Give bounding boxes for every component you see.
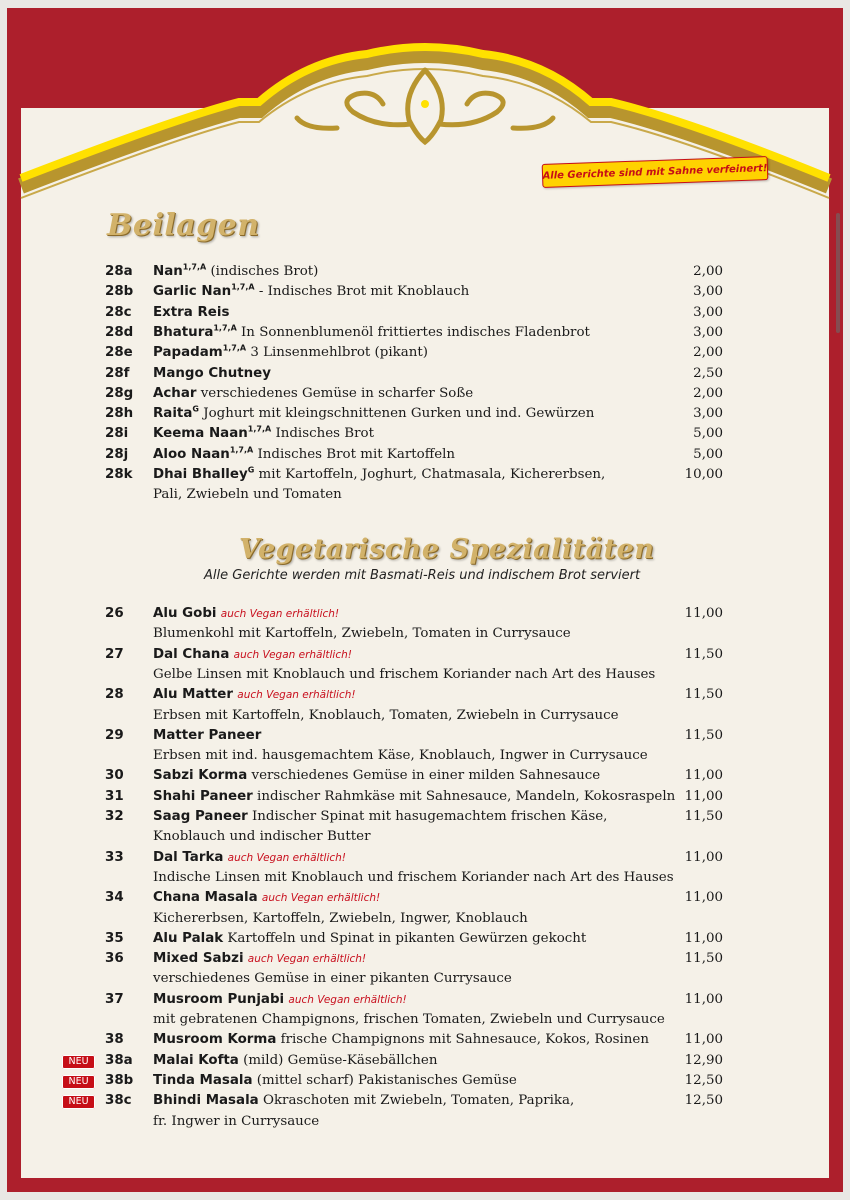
menu-item (7, 345, 843, 365)
item-number: 28b (105, 284, 134, 300)
item-number: 36 (105, 951, 124, 967)
menu-item (7, 426, 843, 446)
allergen-codes: G (192, 404, 199, 414)
menu-item (7, 951, 843, 971)
item-price: 2,50 (693, 365, 723, 381)
item-price: 11,00 (684, 768, 723, 784)
menu-item (7, 687, 843, 707)
menu-item (7, 325, 843, 345)
item-number: 28i (105, 426, 129, 442)
item-text (153, 325, 590, 340)
item-name: Mixed Sabzi (153, 951, 244, 967)
item-price: 2,00 (693, 264, 723, 279)
new-badge: NEU (62, 1075, 95, 1089)
item-name: Dal Tarka (153, 849, 224, 865)
item-number: 28g (105, 385, 134, 401)
item-price: 11,00 (684, 1032, 723, 1048)
item-name: Shahi Paneer (153, 788, 253, 804)
item-text (153, 1073, 517, 1088)
menu-item (7, 647, 843, 667)
item-description-line (7, 748, 843, 768)
vegan-note: auch Vegan erhältlich! (237, 689, 356, 702)
menu-item (7, 850, 843, 870)
item-text (153, 606, 339, 621)
vegan-note: auch Vegan erhältlich! (288, 993, 407, 1006)
item-number: 28c (105, 304, 132, 320)
item-name: Alu Gobi (153, 606, 217, 621)
item-description: Joghurt mit kleingschnittenen Gurken und ind. Gewürzen (198, 406, 595, 422)
item-name: Alu Palak (153, 930, 224, 946)
menu-item (7, 931, 843, 951)
item-number: 28a (105, 264, 133, 279)
item-description-line (7, 1012, 843, 1032)
item-text (153, 687, 356, 702)
menu-item (7, 467, 843, 487)
menu-item (7, 890, 843, 910)
item-price: 10,00 (684, 467, 723, 482)
item-name: Malai Kofta (153, 1052, 239, 1068)
item-name: Nan (153, 264, 183, 279)
item-description-line (7, 667, 843, 687)
item-description-line (7, 870, 843, 890)
item-name: Bhatura (153, 324, 214, 340)
item-price: 11,50 (684, 727, 723, 743)
item-price: 3,00 (693, 304, 723, 320)
menu-item (7, 284, 843, 304)
item-description-2: Pali, Zwiebeln und Tomaten (153, 487, 342, 503)
vegan-note: auch Vegan erhältlich! (220, 608, 340, 620)
item-number: 35 (105, 930, 124, 946)
item-text (153, 1032, 649, 1047)
item-price: 11,00 (684, 991, 723, 1007)
item-number: 29 (105, 727, 124, 743)
item-price: 12,50 (684, 1093, 723, 1109)
item-name: Aloo Naan (153, 446, 230, 462)
item-text (153, 768, 600, 783)
menu-item (7, 386, 843, 406)
menu-item (7, 768, 843, 788)
item-price: 11,00 (684, 788, 723, 804)
item-price: 12,50 (684, 1072, 723, 1088)
item-price: 11,00 (684, 606, 723, 621)
item-price: 3,00 (693, 284, 723, 300)
item-name: Musroom Punjabi (153, 991, 285, 1007)
item-number: 30 (105, 768, 124, 784)
item-text (153, 467, 605, 482)
allergen-codes: 1,7,A (247, 424, 272, 434)
menu-item (7, 366, 843, 386)
item-description: In Sonnenblumenöl frittiertes indisches Fladenbrot (236, 324, 590, 340)
item-description: (mild) Gemüse-Käsebällchen (238, 1052, 438, 1068)
item-text (153, 366, 271, 381)
item-description-2: Erbsen mit ind. hausgemachtem Käse, Knoblauch, Ingwer in Currysauce (153, 748, 648, 764)
vegan-note: auch Vegan erhältlich! (261, 892, 381, 905)
item-description-2: mit gebratenen Champignons, frischen Tomaten, Zwiebeln und Currysauce (153, 1012, 665, 1027)
item-number: 38a (105, 1052, 133, 1068)
item-text (153, 447, 455, 462)
item-description-2: Erbsen mit Kartoffeln, Knoblauch, Tomaten, Zwiebeln in Currysauce (153, 707, 619, 723)
section-subtitle: Alle Gerichte werden mit Basmati-Reis und indischem Brot serviert (204, 568, 641, 583)
item-description-2: Indische Linsen mit Knoblauch und frischem Koriander nach Art des Hauses (153, 869, 674, 885)
scrollbar[interactable] (836, 213, 840, 333)
item-description: Okraschoten mit Zwiebeln, Tomaten, Paprika, (258, 1093, 575, 1109)
item-price: 3,00 (693, 324, 723, 340)
item-price: 11,50 (684, 809, 723, 824)
item-name: Achar (153, 385, 197, 401)
item-number: 37 (105, 991, 124, 1007)
item-text (153, 789, 675, 804)
item-name: Musroom Korma (153, 1032, 277, 1048)
menu-item (7, 406, 843, 426)
item-description-line (7, 911, 843, 931)
item-name: Dal Chana (153, 646, 230, 662)
menu-item (7, 992, 843, 1012)
item-text (153, 386, 473, 401)
menu-item (7, 606, 843, 626)
item-name: Raita (153, 406, 193, 422)
item-number: 38 (105, 1032, 124, 1048)
menu-item (7, 1093, 843, 1113)
item-text (153, 931, 586, 946)
item-number: 34 (105, 890, 124, 906)
item-text (153, 951, 366, 966)
item-description-2: Knoblauch und indischer Butter (153, 829, 371, 845)
item-description: verschiedenes Gemüse in einer milden Sahnesauce (247, 768, 601, 784)
item-number: 28f (105, 365, 130, 381)
section-title-beilagen: Beilagen (107, 208, 260, 243)
item-text (153, 890, 380, 905)
allergen-codes: 1,7,A (229, 445, 254, 455)
item-description-line (7, 708, 843, 728)
section-title-vegetarisch: Vegetarische Spezialitäten (239, 534, 655, 565)
menu-item (7, 447, 843, 467)
item-price: 11,50 (684, 951, 723, 967)
vegan-note: auch Vegan erhältlich! (227, 851, 347, 864)
item-text (153, 1053, 437, 1068)
vegan-note: auch Vegan erhältlich! (233, 648, 352, 661)
item-description: Indisches Brot mit Kartoffeln (253, 446, 456, 462)
item-number: 28h (105, 406, 134, 422)
item-price: 11,50 (684, 646, 723, 662)
item-price: 5,00 (693, 446, 723, 462)
item-text (153, 850, 346, 865)
item-number: 31 (105, 788, 124, 804)
item-price: 2,00 (693, 345, 723, 361)
item-text (153, 647, 352, 662)
menu-item (7, 1073, 843, 1093)
menu-item (7, 264, 843, 284)
item-number: 38c (105, 1093, 132, 1109)
new-badge: NEU (62, 1055, 95, 1069)
banner-text: Alle Gerichte sind mit Sahne verfeinert! (542, 162, 768, 182)
item-description-2: Kichererbsen, Kartoffeln, Zwiebeln, Ingwer, Knoblauch (153, 910, 528, 926)
item-number: 32 (105, 809, 124, 824)
allergen-codes: 1,7,A (222, 343, 247, 353)
item-name: Extra Reis (153, 304, 230, 320)
item-name: Sabzi Korma (153, 768, 248, 784)
menu-page (7, 8, 843, 1192)
item-name: Chana Masala (153, 890, 258, 906)
item-number: 28k (105, 467, 133, 482)
menu-item (7, 305, 843, 325)
item-number: 28 (105, 687, 124, 703)
item-description-2: Blumenkohl mit Kartoffeln, Zwiebeln, Tomaten in Currysauce (153, 626, 571, 642)
item-description: indischer Rahmkäse mit Sahnesauce, Mandeln, Kokosraspeln (252, 788, 676, 804)
item-description: frische Champignons mit Sahnesauce, Kokos, Rosinen (276, 1032, 649, 1048)
item-price: 11,00 (684, 930, 723, 946)
item-name: Papadam (153, 345, 223, 361)
item-description: verschiedenes Gemüse in scharfer Soße (196, 385, 474, 401)
menu-item (7, 1053, 843, 1073)
item-price: 11,00 (684, 890, 723, 906)
item-text (153, 992, 407, 1007)
item-description: (mittel scharf) Pakistanisches Gemüse (252, 1072, 517, 1088)
item-number: 26 (105, 606, 124, 621)
item-name: Bhindi Masala (153, 1093, 259, 1109)
item-number: 28j (105, 446, 129, 462)
item-number: 38b (105, 1072, 134, 1088)
item-number: 33 (105, 849, 124, 865)
item-description: Kartoffeln und Spinat in pikanten Gewürzen gekocht (223, 930, 587, 946)
item-text (153, 305, 229, 320)
item-name: Garlic Nan (153, 284, 232, 300)
item-description-line (7, 626, 843, 646)
item-description: 3 Linsenmehlbrot (pikant) (246, 345, 428, 361)
item-description: (indisches Brot) (206, 264, 319, 279)
item-number: 28d (105, 324, 134, 340)
item-description-line (7, 487, 843, 507)
menu-item (7, 1032, 843, 1052)
item-name: Matter Paneer (153, 727, 262, 743)
item-text (153, 728, 261, 743)
item-price: 11,50 (684, 687, 723, 703)
item-name: Keema Naan (153, 426, 248, 442)
item-price: 3,00 (693, 406, 723, 422)
item-text (153, 406, 594, 421)
item-text (153, 809, 607, 824)
item-description: Indischer Spinat mit hasugemachtem frischen Käse, (247, 809, 608, 824)
item-name: Dhai Bhalley (153, 467, 248, 482)
item-name: Saag Paneer (153, 809, 248, 824)
item-price: 2,00 (693, 385, 723, 401)
item-price: 5,00 (693, 426, 723, 442)
item-description-2: Gelbe Linsen mit Knoblauch und frischem Koriander nach Art des Hauses (153, 666, 656, 682)
item-text (153, 284, 469, 299)
item-description: Indisches Brot (271, 426, 374, 442)
allergen-codes: 1,7,A (231, 282, 255, 292)
item-description-line (7, 1114, 843, 1134)
allergen-codes: 1,7,A (213, 323, 237, 333)
item-description: mit Kartoffeln, Joghurt, Chatmasala, Kichererbsen, (254, 467, 606, 482)
item-text (153, 426, 374, 441)
item-description-line (7, 971, 843, 991)
item-name: Alu Matter (153, 687, 233, 703)
item-description: - Indisches Brot mit Knoblauch (254, 284, 470, 300)
item-number: 27 (105, 646, 124, 662)
item-price: 11,00 (684, 849, 723, 865)
item-text (153, 264, 318, 279)
item-text (153, 345, 428, 360)
menu-item (7, 809, 843, 829)
item-text (153, 1093, 574, 1108)
menu-item (7, 789, 843, 809)
item-description-line (7, 829, 843, 849)
item-description-2: verschiedenes Gemüse in einer pikanten Currysauce (153, 971, 512, 987)
item-name: Tinda Masala (153, 1072, 253, 1088)
allergen-codes: G (247, 465, 255, 475)
item-description-2: fr. Ingwer in Currysauce (153, 1113, 320, 1129)
allergen-codes: 1,7,A (182, 262, 207, 272)
menu-item (7, 728, 843, 748)
new-badge: NEU (62, 1095, 95, 1109)
item-number: 28e (105, 345, 133, 361)
vegan-note: auch Vegan erhältlich! (247, 953, 367, 966)
item-name: Mango Chutney (153, 365, 271, 381)
item-price: 12,90 (684, 1052, 723, 1068)
